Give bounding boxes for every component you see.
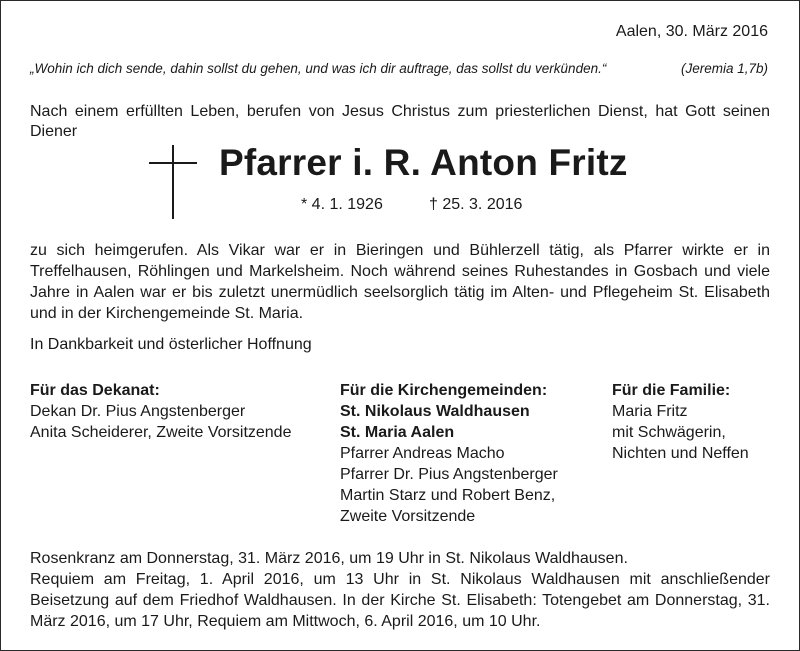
- signatory-heading: Für die Familie:: [612, 382, 731, 399]
- signatory-line: Maria Fritz: [612, 403, 688, 420]
- birth-date: * 4. 1. 1926: [301, 196, 383, 213]
- bible-quote: „Wohin ich dich sende, dahin sollst du gehen, und was ich dir auftrage, das sollst du verkünden.“: [30, 61, 607, 76]
- signatory-line: Martin Starz und Robert Benz,: [340, 487, 556, 504]
- signatory-line: Dekan Dr. Pius Angstenberger: [30, 403, 246, 420]
- rosary-info: Rosenkranz am Donnerstag, 31. März 2016, um 19 Uhr in St. Nikolaus Waldhausen.: [30, 550, 628, 567]
- signatory-line: Anita Scheiderer, Zweite Vorsitzende: [30, 424, 292, 441]
- signatory-familie: [612, 380, 749, 464]
- signatory-heading: Für das Dekanat:: [30, 382, 160, 399]
- deceased-name: Pfarrer i. R. Anton Fritz: [219, 142, 628, 183]
- thanks-line: In Dankbarkeit und österlicher Hoffnung: [30, 336, 312, 353]
- bible-reference: (Jeremia 1,7b): [680, 61, 768, 76]
- parish-name: St. Nikolaus Waldhausen: [340, 403, 530, 420]
- service-details: [30, 548, 770, 632]
- signatory-line: mit Schwägerin,: [612, 424, 726, 441]
- intro-text: Nach einem erfüllten Leben, berufen von Jesus Christus zum priesterlichen Dienst, hat Gott seinen Diener: [30, 103, 770, 140]
- signatory-dekanat: [30, 380, 291, 443]
- signatory-line: Nichten und Neffen: [612, 445, 749, 462]
- signatory-line: Pfarrer Andreas Macho: [340, 445, 505, 462]
- biography-text: zu sich heimgerufen. Als Vikar war er in Bieringen und Bühlerzell tätig, als Pfarrer wirkte er in Treffelhausen, Röhlingen und Markelsheim. Noch während seines Ruhestandes in Gosbach und viele Jahre in Aalen war er bis zuletzt unermüdlich seelsorglich tätig im Alten- und Pflegeheim St. Elisabeth und in der Kirchengemeinde St. Maria.: [30, 242, 770, 322]
- parish-name: St. Maria Aalen: [340, 424, 455, 441]
- cross-icon: [149, 145, 197, 219]
- place-date: Aalen, 30. März 2016: [615, 23, 768, 40]
- signatory-kirchengemeinden: [340, 380, 558, 527]
- signatory-line: Zweite Vorsitzende: [340, 508, 476, 525]
- death-date: † 25. 3. 2016: [429, 196, 523, 213]
- signatory-line: Pfarrer Dr. Pius Angstenberger: [340, 466, 558, 483]
- signatory-heading: Für die Kirchengemeinden:: [340, 382, 548, 399]
- requiem-info: Requiem am Freitag, 1. April 2016, um 13 Uhr in St. Nikolaus Waldhausen mit anschließender Beisetzung auf dem Friedhof Waldhausen. In der Kirche St. Elisabeth: Totengebet am Donnerstag, 31. März 2016, um 17 Uhr, Requiem am Mittwoch, 6. April 2016, um 10 Uhr.: [30, 571, 770, 630]
